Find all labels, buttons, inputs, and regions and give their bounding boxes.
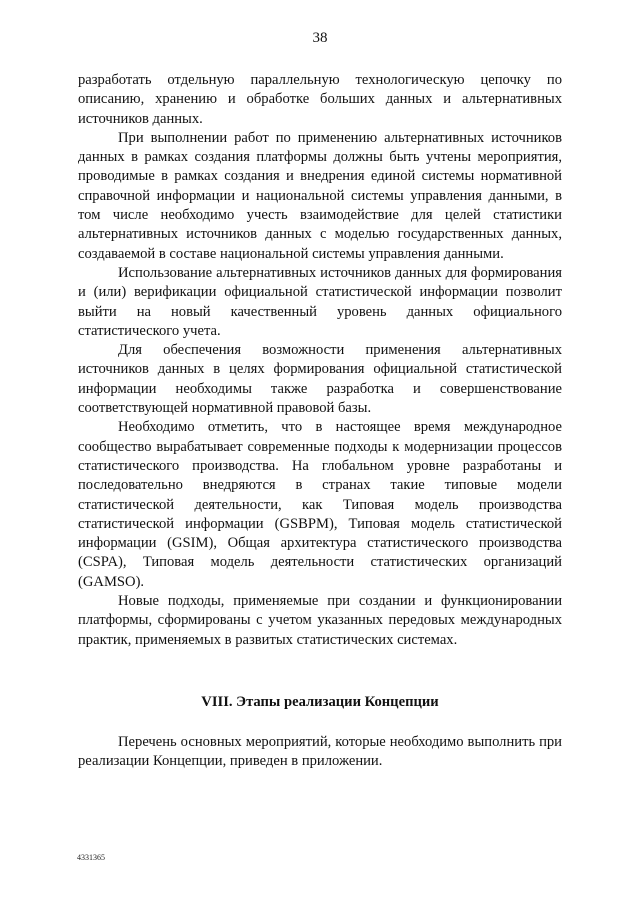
paragraph-alternative-sources-usage: Использование альтернативных источников данных для формирования и (или) верификации официальной статистической информации позволит выйти на новый качественный уровень данных официального статистического учета. bbox=[78, 264, 562, 339]
paragraph-legal-framework: Для обеспечения возможности применения альтернативных источников данных в целях формирования официальной статистической информации необходимы также разработка и совершенствование соответствующей нормативной правовой базы. bbox=[78, 342, 562, 417]
paragraph-alternative-sources-platform: При выполнении работ по применению альтернативных источников данных в рамках создания платформы должны быть учтены мероприятия, проводимые в рамках создания и внедрения единой системы нормативной справочной информации и национальной системы управления данными, в том числе необходимо учесть взаимодействие для целей статистики альтернативных источников данных с моделью государственных данных, создаваемой в составе национальной системы управления данными. bbox=[78, 129, 562, 262]
closing-section bbox=[78, 733, 562, 772]
paragraph-continuation: разработать отдельную параллельную технологическую цепочку по описанию, хранению и обработке больших данных и альтернативных источников данных. bbox=[78, 72, 562, 127]
document-body bbox=[78, 71, 562, 650]
page-number: 38 bbox=[312, 30, 328, 46]
paragraph-activities-list: Перечень основных мероприятий, которые необходимо выполнить при реализации Концепции, приведен в приложении. bbox=[78, 734, 562, 770]
section-heading: VIII. Этапы реализации Концепции bbox=[201, 694, 439, 710]
paragraph-new-approaches: Новые подходы, применяемые при создании и функционировании платформы, сформированы с учетом указанных передовых международных практик, применяемых в развитых статистических системах. bbox=[78, 593, 562, 648]
paragraph-international-models: Необходимо отметить, что в настоящее время международное сообщество вырабатывает современные подходы к модернизации процессов статистического производства. На глобальном уровне разработаны и последовательно внедряются в странах такие типовые модели статистической деятельности, как Типовая модель производства статистической информации (GSBPM), Типовая модель статистической информации (GSIM), Общая архитектура статистического производства (CSPA), Типовая модель деятельности статистических организаций (GAMSO). bbox=[78, 419, 562, 590]
document-code: 4331365 bbox=[77, 853, 105, 862]
